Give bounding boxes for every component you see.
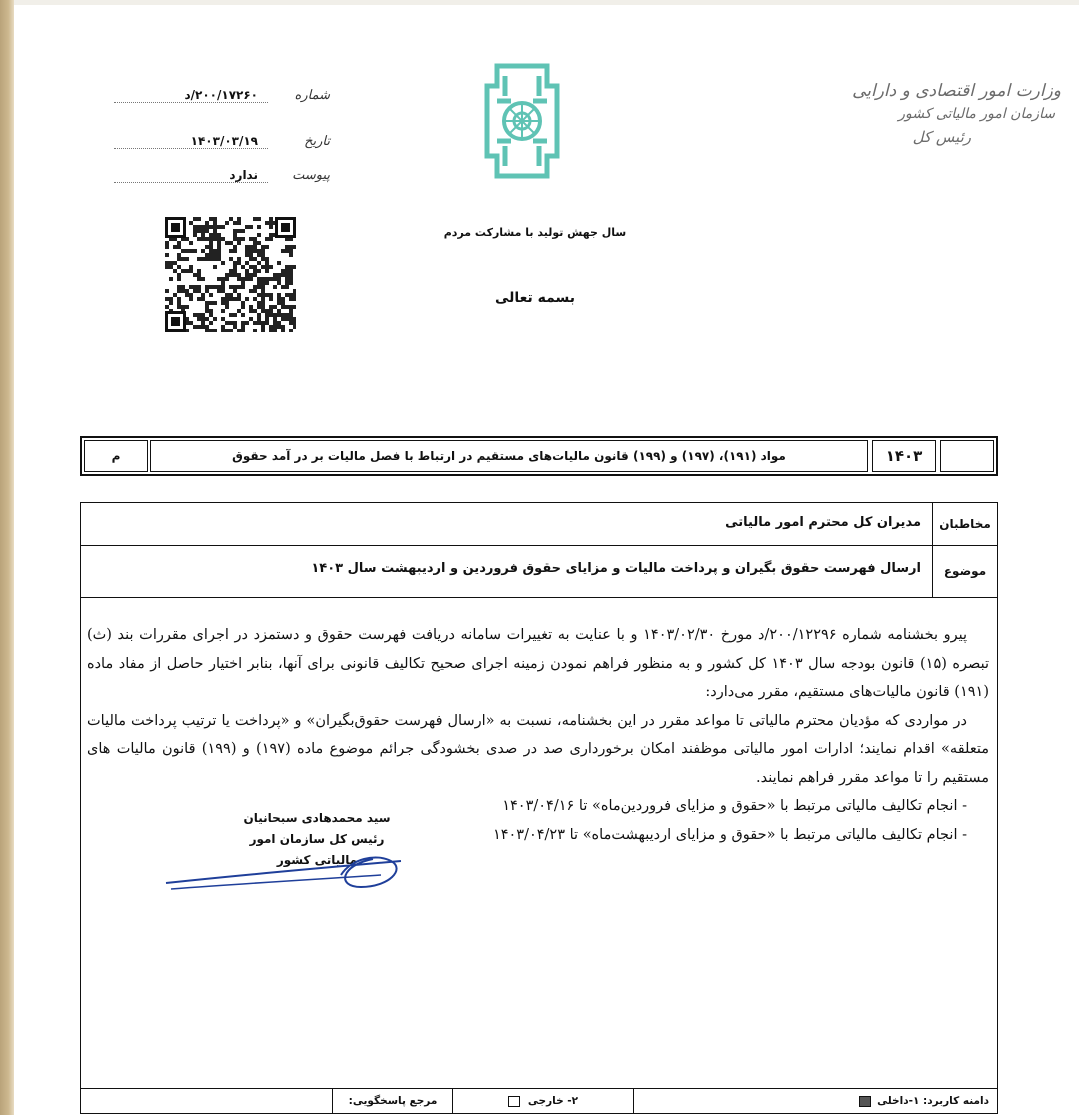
scope-internal [633,1089,997,1113]
circular-title: مواد (۱۹۱)، (۱۹۷) و (۱۹۹) قانون مالیات‌های مستقیم در ارتباط با فصل مالیات بر در آمد حقوق [150,440,868,472]
qr-code [165,217,296,332]
body-item-1: - انجام تکالیف مالیاتی مرتبط با «حقوق و مزایای فروردین‌ماه» تا ۱۴۰۳/۰۴/۱۶ [502,798,967,814]
signatory-title: رئیس کل سازمان امور مالیاتی کشور [249,832,385,867]
recipients-row [81,503,997,546]
subject-label: موضوع [932,545,997,597]
letter-footer [81,1088,997,1113]
letter-body [87,621,989,849]
dotted-line [114,182,268,183]
paper-edge [0,0,14,1115]
letter-date-field [100,134,330,154]
external-label: ۲- خارجی [527,1095,579,1107]
scope-external [452,1089,633,1113]
letter-number-field [100,88,330,108]
organization-name: سازمان امور مالیاتی کشور [898,106,1055,123]
number-label: شماره [294,88,330,103]
letter-body-table [80,502,998,1114]
external-checkbox[interactable] [508,1096,520,1107]
ministry-header [801,78,1061,149]
body-item-2: - انجام تکالیف مالیاتی مرتبط با «حقوق و مزایای اردیبهشت‌ماه» تا ۱۴۰۳/۰۴/۲۳ [492,826,967,843]
number-value: ۲۰۰/۱۷۲۶۰/د [180,88,262,102]
subject-row [81,545,997,598]
subject-value: ارسال فهرست حقوق بگیران و پرداخت مالیات و مزایای حقوق فروردین و اردیبهشت سال ۱۴۰۳ [311,561,921,576]
year-slogan: سال جهش تولید با مشارکت مردم [443,226,627,239]
dotted-line [114,102,268,103]
ministry-name: وزارت امور اقتصادی و دارایی [852,81,1061,101]
signatory-name: سید محمدهادی سبحانیان [243,811,391,825]
date-label: تاریخ [304,134,330,149]
body-paragraph-2: در مواردی که مؤدیان محترم مالیاتی تا مواعد مقرر در این بخشنامه، نسبت به «ارسال فهرست حقوق‌بگیران» و «پرداخت یا ترتیب پرداخت مالیات متعلقه» اقدام نمایند؛ ادارات امور مالیاتی موظفند امکان برخورداری صد در صدی بخشودگی جرائم موضوع ماده (۱۹۷) و (۱۹۹) قانون مالیات های مستقیم را تا مواعد مقرر فراهم نمایند. [87,712,989,786]
paper-top-edge [14,0,1079,5]
reference-label: مرجع پاسخگویی: [348,1095,438,1107]
attachment-field [100,168,330,188]
bismillah-heading: بسمه تعالی [494,290,576,306]
circular-title-bar [80,436,998,476]
title-bar-empty-cell [940,440,994,472]
circular-year: ۱۴۰۳ [872,440,936,472]
scope-label: دامنه کاربرد: ۱-داخلی [877,1095,989,1107]
handwritten-signature [161,823,481,913]
body-paragraph-1: پیرو بخشنامه شماره ۲۰۰/۱۲۲۹۶/د مورخ ۱۴۰۳/۰۲/۳۰ و با عنایت به تغییرات سامانه دریافت فهرست حقوق و دستمزد در اجرای مقررات بند (ث) تبصره (۱۵) قانون بودجه سال ۱۴۰۳ کل کشور و به منظور فراهم نمودن زمینه اجرای صحیح تکالیف قانونی برای آنها، بنابر اختیار حاصل از مفاد ماده (۱۹۱) قانون مالیات‌های مستقیم، مقرر می‌دارد: [87,627,989,700]
reference-cell [332,1089,453,1113]
attachment-value: ندارد [225,168,262,182]
recipients-value: مدیران کل محترم امور مالیاتی [725,515,921,530]
internal-checkbox[interactable] [859,1096,871,1107]
tax-organization-logo [477,56,567,186]
attachment-label: پیوست [292,168,330,183]
date-value: ۱۴۰۳/۰۳/۱۹ [187,134,262,148]
office-name: رئیس کل [912,128,971,147]
circular-code: م [84,440,148,472]
recipients-label: مخاطبان [932,503,997,545]
dotted-line [114,148,268,149]
